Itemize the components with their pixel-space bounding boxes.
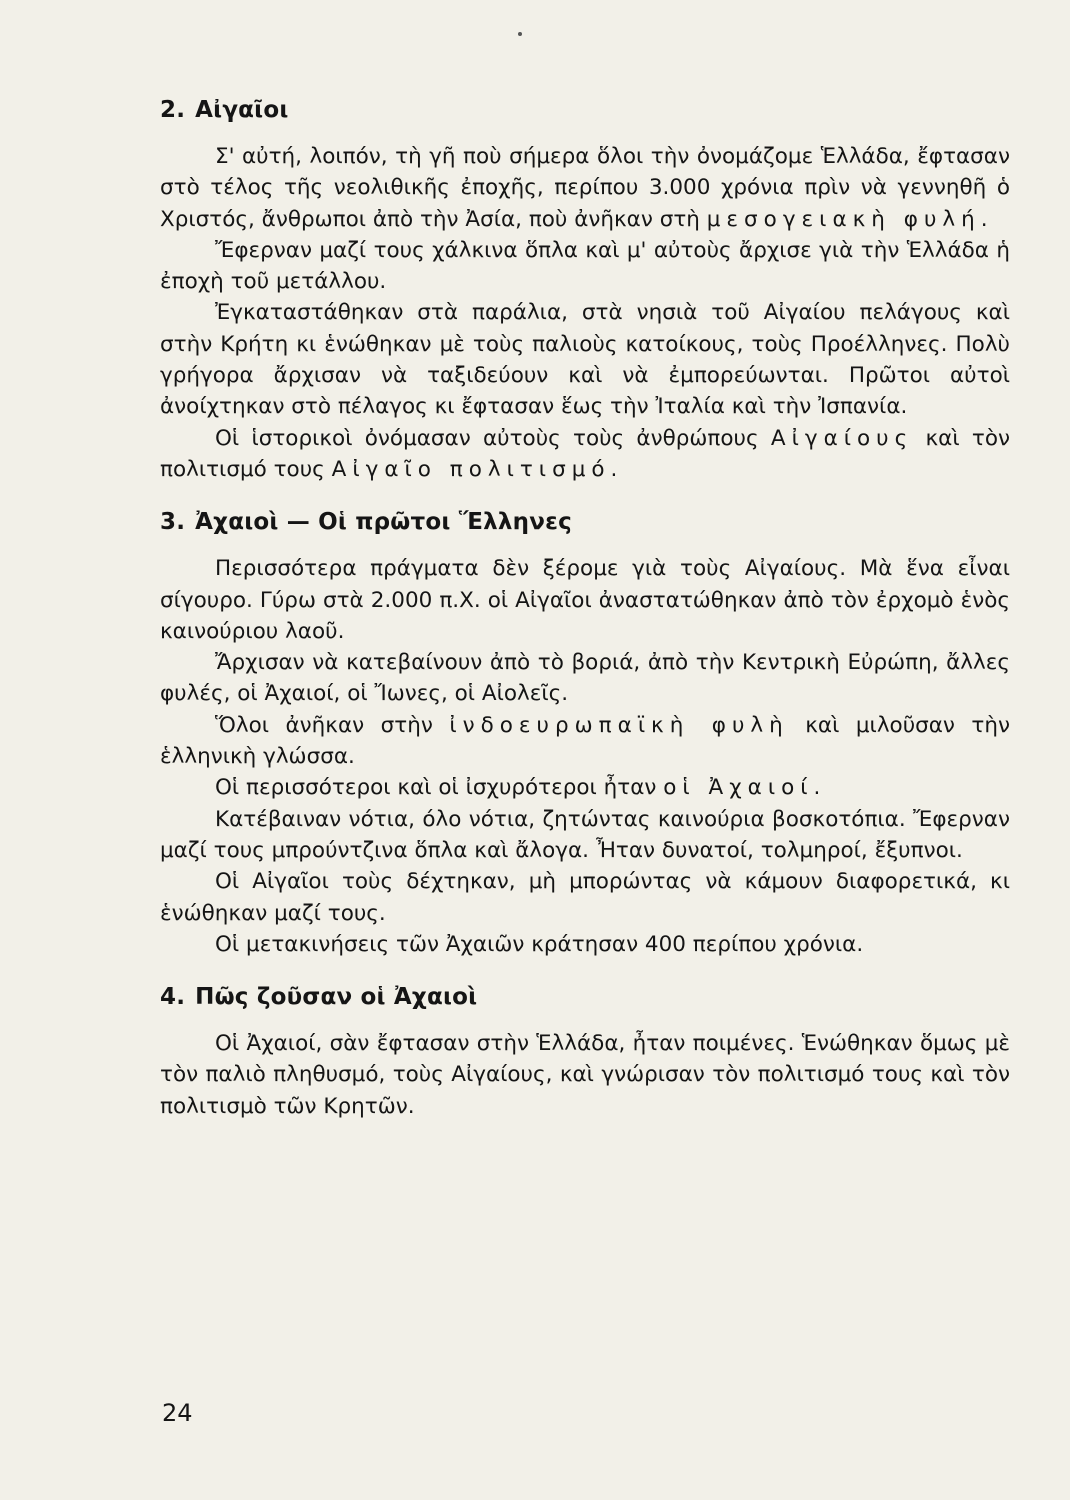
- section-title: Αἰγαῖοι: [195, 97, 289, 123]
- paragraph: [160, 141, 1010, 235]
- paragraph: Ἔφερναν μαζί τους χάλκινα ὅπλα καὶ μ' αὐτοὺς ἄρχισε γιὰ τὴν Ἑλλάδα ἡ ἐποχὴ τοῦ μετάλλου.: [160, 237, 1010, 295]
- spaced-emphasis: Αἰγαῖο πολιτισμό.: [331, 456, 624, 482]
- paragraph-text: Οἱ ἱστορικοὶ ὀνόμασαν αὐτοὺς τοὺς ἀνθρώπους: [215, 425, 759, 451]
- paragraph: Ἄρχισαν νὰ κατεβαίνουν ἀπὸ τὸ βοριά, ἀπὸ τὴν Κεντρικὴ Εὐρώπη, ἄλλες φυλές, οἱ Ἀχαιοί, οἱ Ἴωνες, οἱ Αἰολεῖς.: [160, 650, 1010, 707]
- spaced-emphasis: Αἰγαίους: [770, 425, 914, 451]
- paragraph: Οἱ Αἰγαῖοι τοὺς δέχτηκαν, μὴ μπορώντας νὰ κάμουν διαφορετικά, κι ἑνώθηκαν μαζί τους.: [160, 869, 1010, 926]
- paragraph: Κατέβαιναν νότια, όλο νότια, ζητώντας καινούρια βοσκοτόπια. Ἔφερναν μαζί τους μπρούντζινα ὅπλα καὶ ἄλογα. Ἦταν δυνατοί, τολμηροί, ἔξυπνοι.: [160, 806, 1010, 863]
- paragraph: [160, 710, 1010, 773]
- section-number: 2.: [160, 97, 186, 123]
- section-title: Πῶς ζοῦσαν οἱ Ἀχαιοὶ: [195, 984, 478, 1011]
- print-speck: [518, 32, 522, 36]
- paragraph: Οἱ Ἀχαιοί, σὰν ἔφτασαν στὴν Ἑλλάδα, ἦταν ποιμένες. Ἑνώθηκαν ὅμως μὲ τὸν παλιὸ πληθυσμό, τοὺς Αἰγαίους, καὶ γνώρισαν τὸν πολιτισμό τους καὶ τὸν πολιτισμὸ τῶν Κρητῶν.: [160, 1031, 1010, 1119]
- section-number: 4.: [160, 984, 186, 1011]
- spaced-emphasis: μεσογειακὴ φυλή.: [706, 206, 994, 232]
- paragraph: [160, 772, 1010, 803]
- text-column: [160, 95, 1010, 1122]
- paragraph: Οἱ μετακινήσεις τῶν Ἀχαιῶν κράτησαν 400 περίπου χρόνια.: [215, 931, 864, 957]
- section-title: Ἀχαιοὶ — Οἱ πρῶτοι Ἕλληνες: [195, 509, 572, 536]
- section-heading-2: [160, 95, 1010, 125]
- paragraph-text: Σ' αὐτή, λοιπόν, τὴ γῆ ποὺ σήμερα ὅλοι τὴν ὀνομάζομε Ἑλλάδα, ἔφτασαν στὸ τέλος τῆς νεολιθικῆς ἐποχῆς, περίπου 3.000 χρόνια πρὶν νὰ γεννηθῆ ὁ Χριστός, ἄνθρωποι ἀπὸ τὴν Ἀσία, ποὺ ἀνῆκαν στὴ: [160, 144, 1010, 232]
- page-number: 24: [162, 1399, 193, 1427]
- section-heading-3: [160, 507, 1010, 537]
- section-number: 3.: [160, 509, 186, 536]
- spaced-emphasis: ἰνδοευρωπαϊκὴ φυλὴ: [449, 712, 789, 738]
- spaced-emphasis: οἱ Ἀχαιοί.: [663, 775, 827, 801]
- paragraph: Περισσότερα πράγματα δὲν ξέρομε γιὰ τοὺς Αἰγαίους. Μὰ ἕνα εἶναι σίγουρο. Γύρω στὰ 2.000 π.Χ. οἱ Αἰγαῖοι ἀναστατώθηκαν ἀπὸ τὸν ἐρχομὸ ἑνὸς καινούριου λαοῦ.: [160, 556, 1010, 644]
- paragraph-text: Οἱ περισσότεροι καὶ οἱ ἰσχυρότεροι ἦταν: [215, 775, 657, 801]
- section-heading-4: [160, 982, 1010, 1012]
- paragraph: [160, 423, 1010, 486]
- paragraph-text: καὶ μιλοῦσαν τὴν ἑλληνικὴ γλώσσα.: [160, 712, 1010, 770]
- paragraph: Ἐγκαταστάθηκαν στὰ παράλια, στὰ νησιὰ τοῦ Αἰγαίου πελάγους καὶ στὴν Κρήτη κι ἑνώθηκαν μὲ τοὺς παλιοὺς κατοίκους, τοὺς Προέλληνες. Πολὺ γρήγορα ἄρχισαν νὰ ταξιδεύουν καὶ νὰ ἐμπορεύωνται. Πρῶτοι αὐτοὶ ἀνοίχτηκαν στὸ πέλαγος κι ἔφτασαν ἕως τὴν Ἰταλία καὶ τὴν Ἰσπανία.: [160, 300, 1010, 420]
- paragraph-text: Ὅλοι ἀνῆκαν στὴν: [215, 712, 433, 738]
- paragraph-text: καὶ τὸν πολιτισμό τους: [160, 425, 1010, 482]
